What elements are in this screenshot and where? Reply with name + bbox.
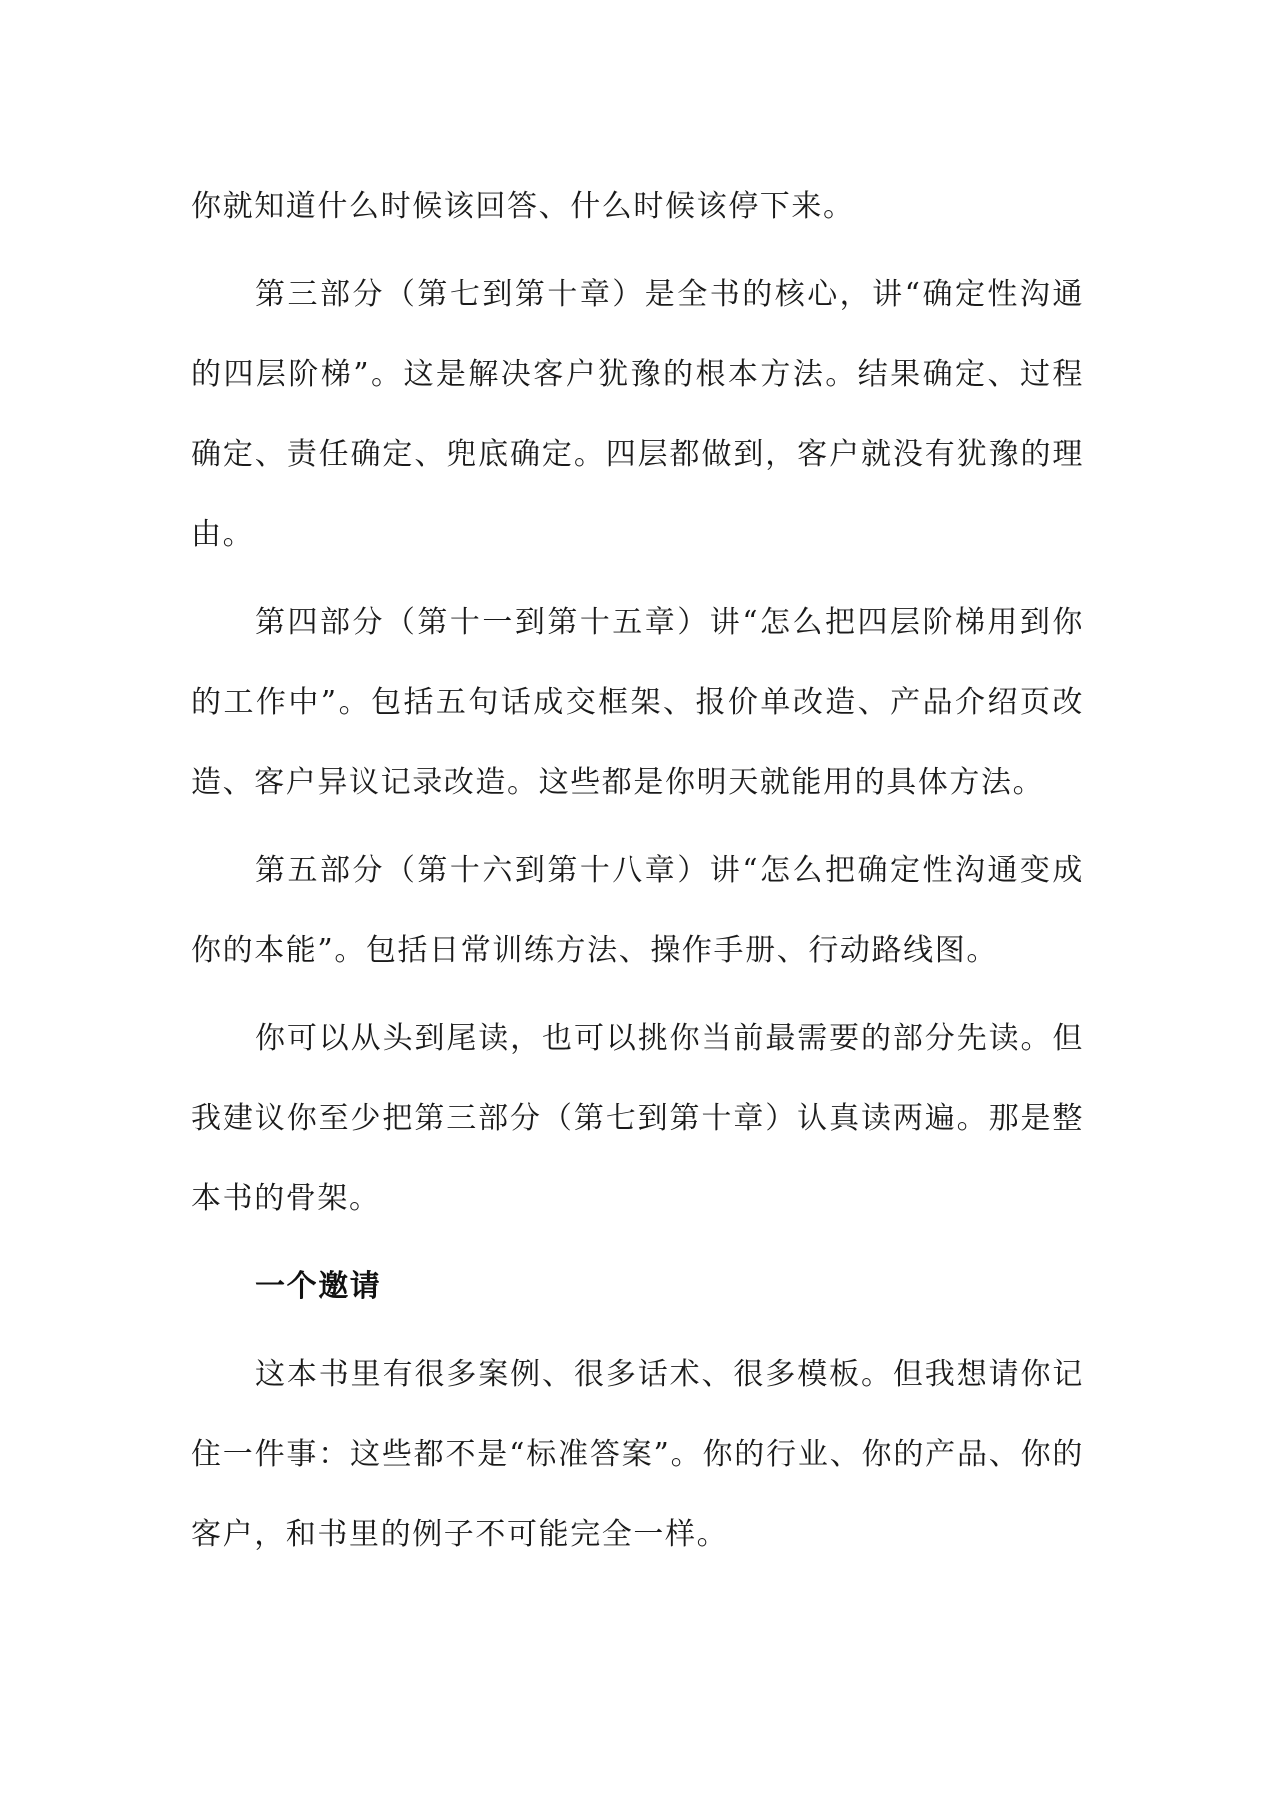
paragraph-part-five: 第五部分（第十六到第十八章）讲“怎么把确定性沟通变成你的本能”。包括日常训练方法、操作手册、行动路线图。 (191, 853, 1084, 968)
document-body (191, 167, 1084, 1583)
paragraph-part-four: 第四部分（第十一到第十五章）讲“怎么把四层阶梯用到你的工作中”。包括五句话成交框架、报价单改造、产品介绍页改造、客户异议记录改造。这些都是你明天就能用的具体方法。 (191, 605, 1084, 800)
section-heading: 一个邀请 (255, 1269, 382, 1304)
paragraph-part-three: 第三部分（第七到第十章）是全书的核心，讲“确定性沟通的四层阶梯”。这是解决客户犹豫的根本方法。结果确定、过程确定、责任确定、兜底确定。四层都做到，客户就没有犹豫的理由。 (191, 277, 1084, 552)
paragraph-reading-advice: 你可以从头到尾读，也可以挑你当前最需要的部分先读。但我建议你至少把第三部分（第七到第十章）认真读两遍。那是整本书的骨架。 (191, 1021, 1084, 1216)
paragraph-invitation: 这本书里有很多案例、很多话术、很多模板。但我想请你记住一件事：这些都不是“标准答案”。你的行业、你的产品、你的客户，和书里的例子不可能完全一样。 (191, 1357, 1084, 1552)
paragraph-continuation: 你就知道什么时候该回答、什么时候该停下来。 (191, 189, 855, 224)
